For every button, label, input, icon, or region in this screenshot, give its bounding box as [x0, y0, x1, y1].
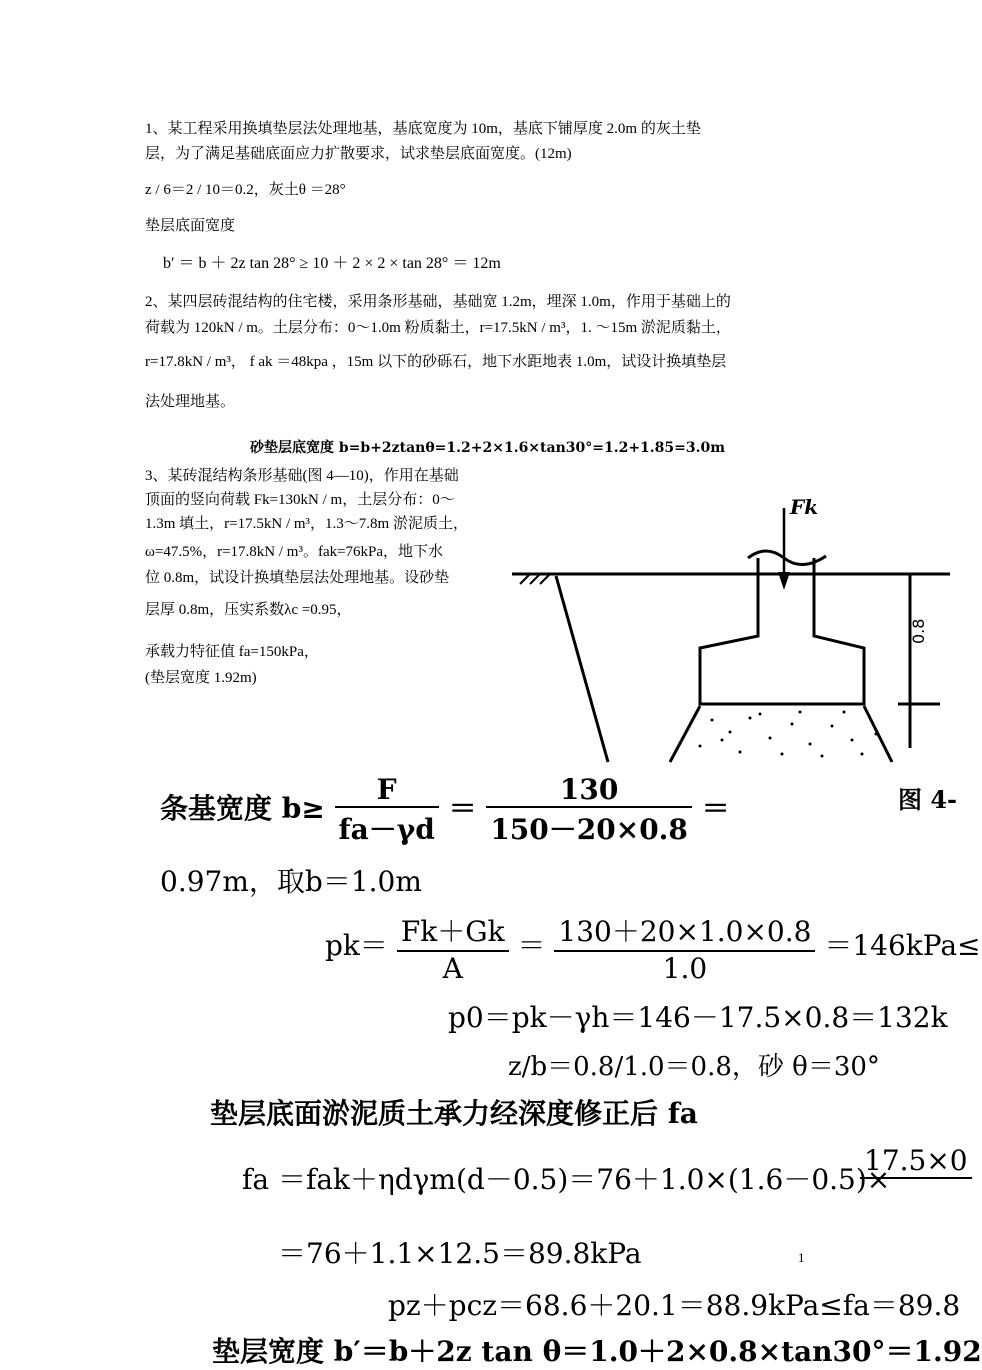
pk-fraction: $\frac{Fk+Gk}{A}$	[397, 910, 509, 985]
problem3-line3: 1.3m 填土，r=17.5kN / m³，1.3～7.8m 淤泥质土，	[145, 516, 468, 532]
width-formula	[160, 773, 730, 848]
page-number: 1	[798, 1250, 805, 1265]
problem1-label: 垫层底面宽度	[145, 218, 236, 234]
problem2-line2: 荷载为 120kN / m。土层分布：0～1.0m 粉质黏土，r=17.5kN / m³，1. ～15m 淤泥质黏土，	[145, 320, 731, 336]
problem1-calc: z / 6＝2 / 10＝0.2，灰土θ ＝28°	[145, 182, 346, 198]
problem3-line8: (垫层宽度 1.92m)	[145, 670, 257, 686]
fa-fraction-num: 17.5×0	[860, 1144, 972, 1179]
problem3-line1: 3、某砖混结构条形基础(图 4—10)，作用在基础	[145, 468, 459, 484]
fa-formula-text: fa ＝fak＋ηdγm(d－0.5)＝76＋1.0×(1.6－0.5)×	[242, 1163, 891, 1196]
fa-title: 垫层底面淤泥质土承力经深度修正后 fa	[210, 1097, 698, 1130]
depth-label: 0.8	[909, 618, 928, 644]
pk-tail: ＝146kPa≤	[824, 929, 981, 962]
problem1-line1: 1、某工程采用换填垫层法处理地基，基底宽度为 10m，基底下铺厚度 2.0m 的灰土垫	[145, 121, 701, 137]
force-label: Fk	[790, 495, 819, 519]
width-result: 0.97m，取b＝1.0m	[160, 865, 422, 898]
figure-caption: 图 4-	[898, 785, 958, 814]
problem2-line1: 2、某四层砖混结构的住宅楼，采用条形基础，基础宽 1.2m，埋深 1.0m，作用于基础上的	[145, 294, 731, 310]
problem1-formula: b′ ＝ b ＋ 2z tan 28° ≥ 10 ＋ 2 × 2 × tan 28° ＝ 12m	[163, 255, 501, 272]
problem3-line2: 顶面的竖向荷载 Fk=130kN / m，土层分布：0～	[145, 492, 455, 508]
last-line: 垫层宽度 b′＝b＋2z tan θ＝1.0＋2×0.8×tan30°＝1.92	[212, 1335, 982, 1368]
width-fraction-values: $\frac{130}{150-20\times 0.8}$	[486, 773, 692, 848]
fa-formula	[242, 1144, 968, 1198]
pk-fraction-values: $\frac{130+20\times 1.0\times 0.8}{1.0}$	[554, 910, 815, 985]
problem3-line5: 位 0.8m，试设计换填垫层法处理地基。设砂垫	[145, 570, 450, 586]
pk-formula: pk＝ $\frac{Fk+Gk}{A}$ ＝ $\frac{130+20\times 1.0\times 0.8}{1.0}$ ＝146kPa≤	[325, 910, 981, 985]
width-prefix: 条基宽度 b≥	[160, 792, 325, 825]
fa-result: ＝76＋1.1×12.5＝89.8kPa	[278, 1237, 642, 1270]
foundation-figure	[500, 488, 950, 762]
problem3-line4: ω=47.5%，r=17.8kN / m³。fak=76kPa，地下水	[145, 544, 444, 560]
problem2-line3: r=17.8kN / m³， f ak ＝48kpa ，15m 以下的砂砾石，地下水距地表 1.0m，试设计换填垫层	[145, 354, 727, 370]
zb-formula: z/b＝0.8/1.0＝0.8，砂 θ＝30°	[508, 1052, 880, 1082]
scan-sand-width: 砂垫层底宽度 b=b+2ztanθ=1.2+2×1.6×tan30°=1.2+1.85=3.0m	[250, 440, 726, 456]
width-fraction: $\frac{F}{fa-\gamma d}$	[335, 773, 439, 848]
problem3-line6: 层厚 0.8m，压实系数λc =0.95，	[145, 602, 352, 618]
problem2-line4: 法处理地基。	[145, 394, 236, 410]
pz-check: pz＋pcz＝68.6＋20.1＝88.9kPa≤fa＝89.8	[388, 1289, 961, 1322]
problem3-line7: 承载力特征值 fa=150kPa，	[145, 644, 319, 660]
p0-formula: p0＝pk－γh＝146－17.5×0.8＝132k	[448, 1001, 948, 1034]
width-tail: ＝	[701, 792, 730, 825]
pk-prefix: pk＝	[325, 929, 388, 962]
width-equals: ＝	[448, 792, 477, 825]
problem1-line2: 层，为了满足基础底面应力扩散要求，试求垫层底面宽度。(12m)	[145, 146, 572, 162]
